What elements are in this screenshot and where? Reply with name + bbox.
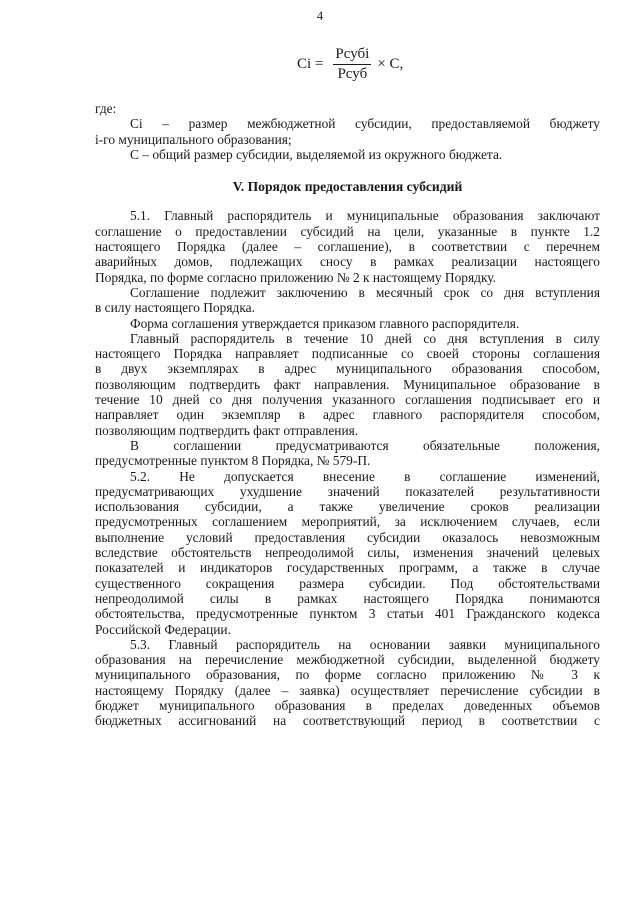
text-line: 5.3. Главный распорядитель на основании заявки муниципального: [130, 636, 600, 652]
text-line: в двух экземплярах в адрес муниципального образования способом,: [95, 361, 600, 377]
text-line: Соглашение подлежит заключению в месячный срок со дня вступления: [130, 284, 600, 300]
page-number: 4: [316, 9, 324, 23]
text-line: существенного сокращения размера субсидии. Под обстоятельствами: [95, 575, 600, 591]
subsidy-formula: [297, 46, 403, 83]
text-line: позволяющим подтвердить факт направления. Муниципальное образование в: [95, 376, 600, 392]
definition-ci-line-1: Ci – размер межбюджетной субсидии, предоставляемой бюджету: [130, 116, 600, 132]
text-line: позволяющим подтвердить факт отправления.: [95, 422, 359, 438]
formula-denominator: Рсуб: [337, 66, 368, 82]
definition-c-line: С – общий размер субсидии, выделяемой из окружного бюджета.: [130, 146, 503, 162]
text-line: Главный распорядитель в течение 10 дней со дня вступления в силу: [130, 330, 600, 346]
text-line: образования на перечисление межбюджетной субсидии, выделенной бюджету: [95, 652, 600, 668]
document-body: [95, 101, 600, 729]
text-line: соглашение о предоставлении субсидий на цели, указанные в пункте 1.2: [95, 223, 600, 239]
text-line: аварийных домов, подлежащих сносу в рамках реализации настоящего: [95, 254, 600, 270]
text-line: направляет один экземпляр в адрес главного распорядителя способом,: [95, 407, 600, 423]
text-line: в силу настоящего Порядка.: [95, 300, 255, 316]
text-line: предусматривающих ухудшение значений показателей результативности: [95, 483, 600, 499]
text-line: использования субсидии, а также увеличение сроков реализации: [95, 499, 600, 515]
text-line: течение 10 дней со дня получения указанного соглашения подписывает его и: [95, 392, 600, 408]
definition-ci-line-2: i-го муниципального образования;: [95, 131, 292, 147]
text-line: вследствие обстоятельств непреодолимой силы, изменения значений целевых: [95, 545, 600, 561]
formula-lhs: Ci =: [297, 55, 324, 72]
text-line: предусмотренных соглашением мероприятий, за исключением случаев, если: [95, 514, 600, 530]
text-line: выполнение условий предоставления субсидии оказалось невозможным: [95, 529, 600, 545]
text-line: Порядка, по форме согласно приложению № 2 к настоящему Порядку.: [95, 269, 496, 285]
section-heading: V. Порядок предоставления субсидий: [232, 179, 463, 195]
text-line: показателей и индикаторов государственных программ, а также в случае: [95, 560, 600, 576]
text-line: настоящего Порядка (далее – соглашение), в соответствии с перечнем: [95, 239, 600, 255]
text-line: предусмотренные пунктом 8 Порядка, № 579-П.: [95, 453, 371, 469]
definitions-intro: где:: [95, 101, 117, 116]
text-line: непреодолимой силы в рамках настоящего Порядка понимаются: [95, 590, 600, 606]
text-line: 5.1. Главный распорядитель и муниципальные образования заключают: [130, 208, 600, 224]
formula-fraction: [333, 46, 371, 83]
text-line: Форма соглашения утверждается приказом главного распорядителя.: [130, 315, 520, 331]
formula-numerator: Рсубi: [333, 46, 371, 65]
text-line: Российской Федерации.: [95, 621, 231, 637]
text-line: настоящему Порядку (далее – заявка) осуществляет перечисление субсидии в: [95, 682, 600, 698]
text-line: обстоятельства, предусмотренные пунктом 3 статьи 401 Гражданского кодекса: [95, 606, 600, 622]
text-line: муниципального образования, по форме согласно приложению № 3 к: [95, 667, 600, 683]
formula-rhs: × C,: [377, 55, 404, 72]
text-line: бюджетных ассигнований на соответствующий период в соответствии с: [95, 713, 600, 729]
text-line: В соглашении предусматриваются обязательные положения,: [130, 437, 600, 453]
text-line: бюджет муниципального образования в пределах доведенных объемов: [95, 697, 600, 713]
text-line: 5.2. Не допускается внесение в соглашение изменений,: [130, 468, 600, 484]
text-line: настоящего Порядка направляет подписанные со своей стороны соглашения: [95, 346, 600, 362]
